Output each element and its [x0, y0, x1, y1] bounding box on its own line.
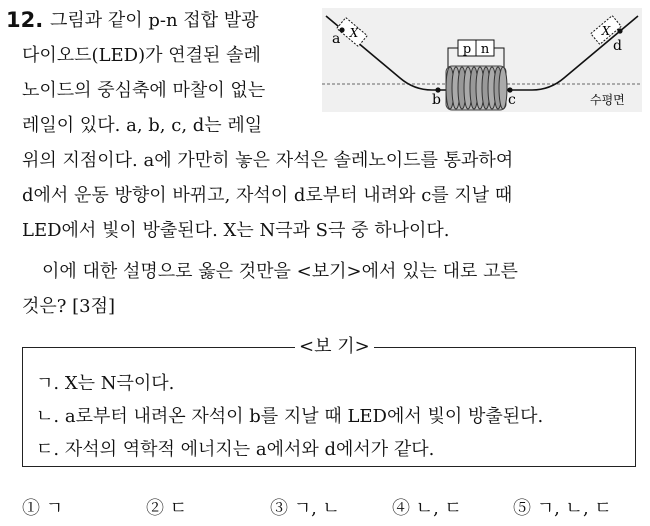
- magnet-label-left: X: [349, 26, 359, 40]
- question-prompt-line-1: 이에 대한 설명으로 옳은 것만을 <보기>에서 있는 대로 고른: [42, 261, 518, 282]
- question-text-line-3: 노이드의 중심축에 마찰이 없는: [22, 80, 266, 101]
- question-number: 12.: [6, 8, 44, 32]
- question-text-line-5: 위의 지점이다. a에 가만히 놓은 자석은 솔레노이드를 통과하여: [22, 150, 514, 171]
- bogi-item-2: ㄴ. a로부터 내려온 자석이 b를 지날 때 LED에서 빛이 방출된다.: [36, 406, 544, 427]
- magnet-label-right: X: [601, 24, 611, 38]
- solenoid: [446, 66, 507, 110]
- choice-4[interactable]: ④ ㄴ, ㄷ: [392, 498, 462, 519]
- question-text-line-4: 레일이 있다. a, b, c, d는 레일: [22, 115, 263, 136]
- point-d-label: d: [613, 38, 622, 54]
- point-b-label: b: [432, 92, 441, 108]
- point-a-label: a: [332, 31, 341, 47]
- question-text-line-2: 다이오드(LED)가 연결된 솔레: [22, 45, 261, 66]
- solenoid-rail-figure: [322, 8, 642, 112]
- choice-5[interactable]: ⑤ ㄱ, ㄴ, ㄷ: [513, 498, 612, 519]
- led-p-label: p: [462, 42, 472, 57]
- choice-1[interactable]: ① ㄱ: [22, 498, 64, 519]
- question-prompt-line-2: 것은? [3점]: [22, 296, 116, 317]
- bogi-item-3: ㄷ. 자석의 역학적 에너지는 a에서와 d에서가 같다.: [36, 439, 435, 460]
- question-text-line-6: d에서 운동 방향이 바뀌고, 자석이 d로부터 내려와 c를 지날 때: [22, 185, 513, 206]
- bogi-title: <보 기>: [295, 335, 374, 359]
- point-d-dot: [617, 28, 622, 33]
- point-c-label: c: [508, 92, 516, 108]
- bogi-item-1: ㄱ. X는 N극이다.: [36, 373, 175, 394]
- ground-label: 수평면: [590, 93, 625, 107]
- choice-3[interactable]: ③ ㄱ, ㄴ: [270, 498, 340, 519]
- led-n-label: n: [480, 42, 490, 57]
- choice-2[interactable]: ② ㄷ: [146, 498, 188, 519]
- question-text-line-7: LED에서 빛이 방출된다. X는 N극과 S극 중 하나이다.: [22, 220, 450, 241]
- question-text-line-1: 그림과 같이 p-n 접합 발광: [50, 10, 259, 31]
